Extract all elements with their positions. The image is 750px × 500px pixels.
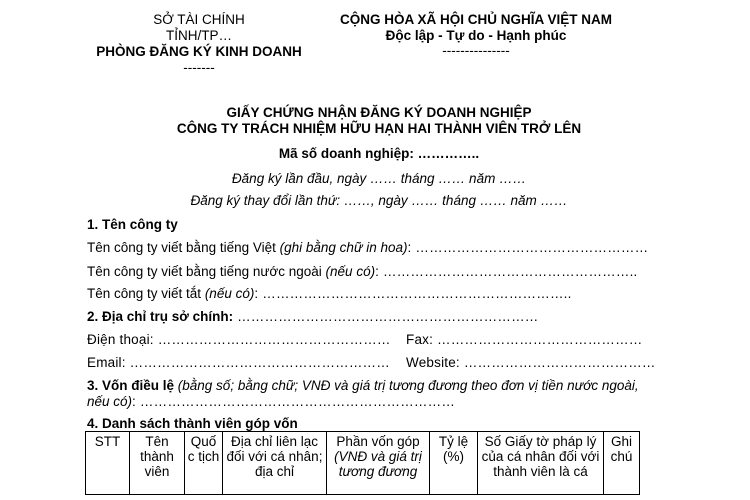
change-registration-date: Đăng ký thay đổi lần thứ: ……, ngày …… tháng …… năm …… — [190, 193, 568, 208]
phone-field: Điện thoại: …………………………………………… — [87, 332, 391, 347]
vietnamese-name-note: (ghi bằng chữ in hoa) — [279, 240, 408, 255]
foreign-name-field: : ……………………………………………….. — [375, 264, 638, 279]
column-header-contact-address: Địa chỉ liên lạc đối với cá nhân; địa chỉ — [223, 432, 327, 495]
members-table-header — [86, 432, 640, 495]
vietnamese-name-field: : …………………………………………… — [407, 240, 649, 255]
foreign-name-note: (nếu có) — [325, 264, 376, 279]
capital-line-1 — [87, 378, 639, 393]
column-header-nationality: Quố c tịch — [185, 432, 223, 495]
address-field: ………………………………………………………… — [233, 309, 539, 324]
section3-heading: 3. Vốn điều lệ — [87, 378, 175, 393]
address-line — [87, 309, 538, 324]
website-field: Website: …………………………………… — [406, 355, 656, 370]
motto-dashes: --------------- — [442, 43, 510, 58]
issuer-department: SỞ TÀI CHÍNH — [153, 12, 245, 27]
capital-field: : …………………………………………………………… — [132, 394, 456, 409]
short-name-line — [87, 286, 572, 301]
issuer-dashes: ------- — [183, 60, 215, 75]
vietnamese-name-label: Tên công ty viết bằng tiếng Việt — [87, 240, 280, 255]
capital-note-1: (bằng số; bằng chữ; VNĐ và giá trị tương đương theo đơn vị tiền nước ngoài, — [174, 378, 639, 393]
vietnamese-name-line — [87, 240, 648, 255]
capital-contribution-label — [334, 434, 422, 479]
column-header-ratio: Tỷ lệ (%) — [430, 432, 478, 495]
national-title: CỘNG HÒA XÃ HỘI CHỦ NGHĨA VIỆT NAM — [339, 12, 613, 27]
foreign-name-label: Tên công ty viết bằng tiếng nước ngoài — [87, 264, 326, 279]
column-header-notes: Ghi chú — [604, 432, 640, 495]
capital-contribution-main-text: Phần vốn góp — [336, 434, 420, 449]
certificate-title: GIẤY CHỨNG NHẬN ĐĂNG KÝ DOANH NGHIỆP — [226, 105, 532, 120]
section1-heading: 1. Tên công ty — [87, 217, 178, 232]
capital-contribution-note-text: (VNĐ và giá trị tương đương — [334, 449, 422, 479]
column-header-legal-document: Số Giấy tờ pháp lý của cá nhân đối với thành viên là cá — [478, 432, 604, 495]
capital-note-2: nếu có) — [87, 394, 133, 409]
section4-heading: 4. Danh sách thành viên góp vốn — [87, 416, 298, 431]
short-name-note: (nếu có) — [204, 286, 255, 301]
email-field: Email: ………………………………………………… — [87, 355, 390, 370]
fax-field: Fax: ……………………………………… — [406, 332, 643, 347]
column-header-stt: STT — [86, 432, 130, 495]
first-registration-date: Đăng ký lần đầu, ngày …… tháng …… năm …… — [231, 171, 527, 186]
company-type-title: CÔNG TY TRÁCH NHIỆM HỮU HẠN HAI THÀNH VIÊN TRỞ LÊN — [176, 121, 582, 136]
members-table — [85, 431, 640, 495]
short-name-label: Tên công ty viết tắt — [87, 286, 205, 301]
issuer-office: PHÒNG ĐĂNG KÝ KINH DOANH — [96, 44, 302, 59]
enterprise-code: Mã số doanh nghiệp: ………….. — [278, 146, 480, 161]
section2-heading: 2. Địa chỉ trụ sở chính: — [87, 309, 234, 324]
issuer-province: TỈNH/TP… — [166, 28, 232, 43]
column-header-capital-contribution — [327, 432, 430, 495]
short-name-field: : ………………………………………………………….. — [254, 286, 572, 301]
column-header-member-name: Tên thành viên — [130, 432, 185, 495]
capital-line-2 — [87, 394, 455, 409]
national-motto: Độc lập - Tự do - Hạnh phúc — [385, 28, 567, 43]
foreign-name-line — [87, 264, 637, 279]
